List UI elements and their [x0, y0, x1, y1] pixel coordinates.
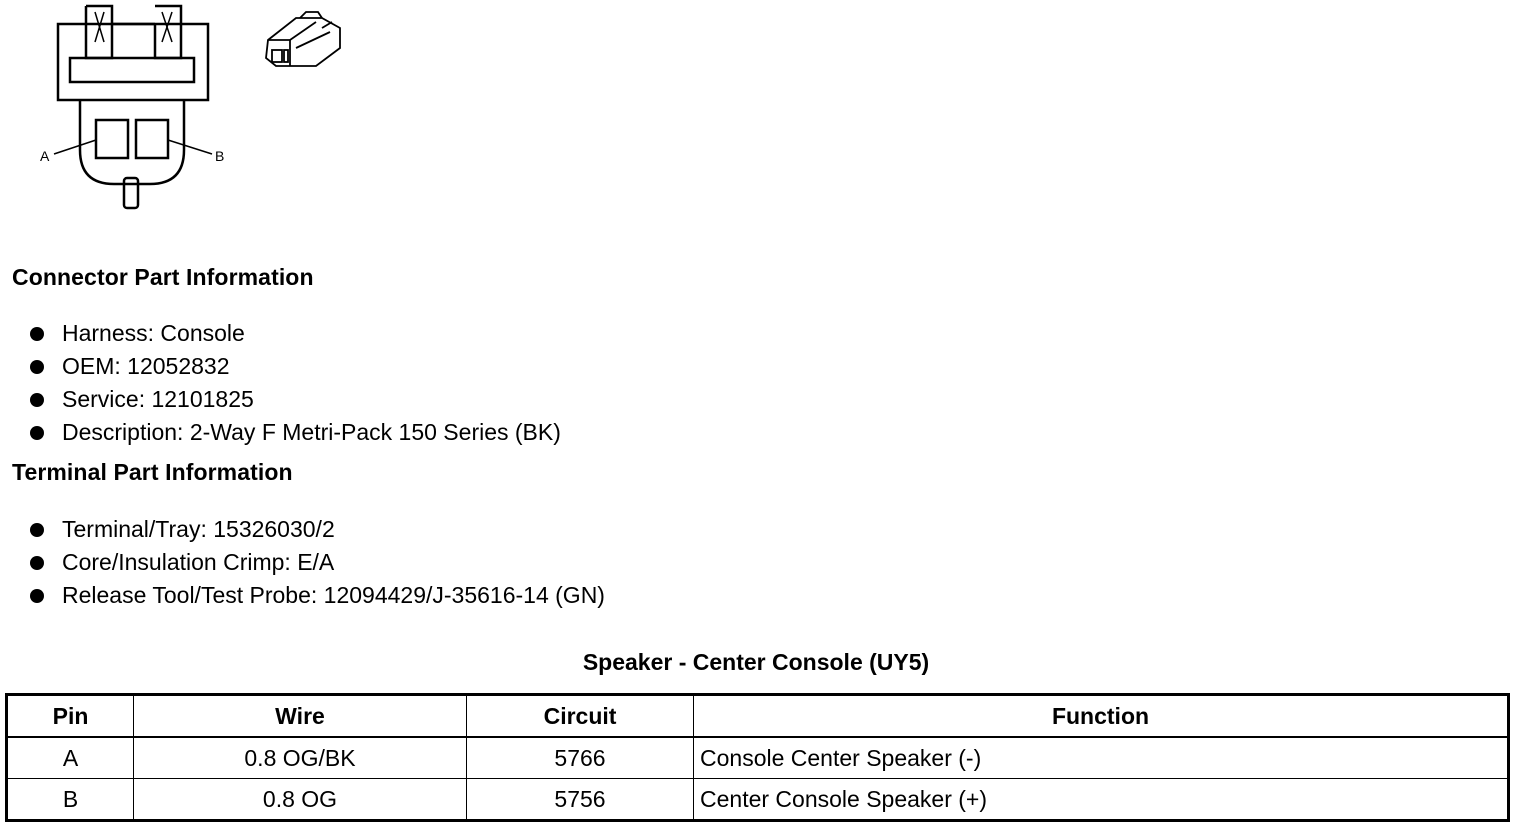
connector-3d-view-icon [266, 12, 340, 66]
list-item-text: Release Tool/Test Probe: 12094429/J-35616-14 (GN) [62, 582, 605, 608]
function-cell: Console Center Speaker (-) [694, 737, 1509, 779]
bullet-icon [30, 327, 44, 341]
bullet-icon [30, 426, 44, 440]
pin-label-a: A [40, 148, 50, 164]
pin-cell: B [7, 779, 134, 821]
list-item [28, 514, 605, 547]
table-row [7, 737, 1509, 779]
list-item [28, 384, 561, 417]
function-cell: Center Console Speaker (+) [694, 779, 1509, 821]
bullet-icon [30, 589, 44, 603]
table-row [7, 779, 1509, 821]
connector-face-view-icon [54, 6, 212, 208]
column-header-wire: Wire [134, 695, 467, 738]
pin-label-b: B [215, 148, 225, 164]
list-item [28, 318, 561, 351]
list-item-text: Core/Insulation Crimp: E/A [62, 549, 335, 575]
connector-part-heading: Connector Part Information [12, 264, 314, 290]
list-item-text: Service: 12101825 [62, 386, 254, 412]
wire-cell: 0.8 OG/BK [134, 737, 467, 779]
list-item-text: OEM: 12052832 [62, 353, 230, 379]
list-item-text: Terminal/Tray: 15326030/2 [62, 516, 335, 542]
connector-diagram [0, 0, 360, 230]
terminal-part-list [28, 514, 605, 613]
column-header-circuit: Circuit [467, 695, 694, 738]
column-header-function: Function [694, 695, 1509, 738]
table-header-row [7, 695, 1509, 738]
list-item [28, 547, 605, 580]
column-header-pin: Pin [7, 695, 134, 738]
list-item [28, 351, 561, 384]
circuit-cell: 5756 [467, 779, 694, 821]
connector-part-list [28, 318, 561, 450]
terminal-part-heading: Terminal Part Information [12, 459, 293, 485]
pin-table [5, 693, 1510, 822]
list-item [28, 417, 561, 450]
list-item-text: Description: 2-Way F Metri-Pack 150 Series (BK) [62, 419, 561, 445]
list-item [28, 580, 605, 613]
bullet-icon [30, 360, 44, 374]
list-item-text: Harness: Console [62, 320, 245, 346]
pin-table-title: Speaker - Center Console (UY5) [582, 649, 930, 675]
wire-cell: 0.8 OG [134, 779, 467, 821]
bullet-icon [30, 523, 44, 537]
pin-cell: A [7, 737, 134, 779]
circuit-cell: 5766 [467, 737, 694, 779]
bullet-icon [30, 556, 44, 570]
bullet-icon [30, 393, 44, 407]
